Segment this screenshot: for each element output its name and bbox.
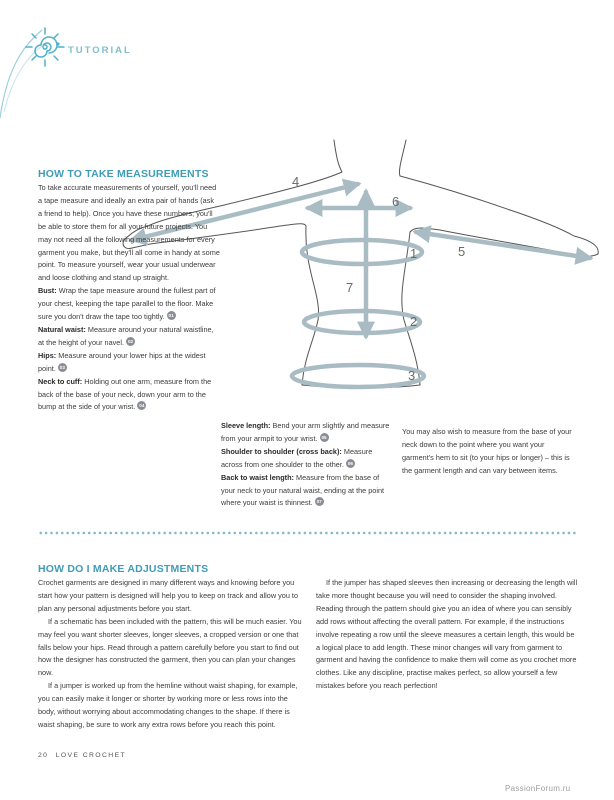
measurements-column-2 <box>221 420 391 510</box>
badge-06: 06 <box>347 460 353 466</box>
item-neck-to-cuff: Neck to cuff: Holding out one arm, measure from the back of the base of your neck, down your arm to the bump at the side of your wrist. 04 <box>38 376 212 412</box>
adjustments-column-1 <box>38 577 306 732</box>
label-7: 7 <box>346 280 354 295</box>
badge-05: 05 <box>321 434 327 440</box>
label-1: 1 <box>410 246 418 261</box>
item-cross-back: Shoulder to shoulder (cross back): Measure across from one shoulder to the other. 06 <box>221 446 373 469</box>
item-bust: Bust: Wrap the tape measure around the fullest part of your chest, keeping the tape parallel to the floor. Make sure you don't draw the tape too tightly. 01 <box>38 286 216 322</box>
watermark: PassionForum.ru <box>505 784 571 793</box>
measurements-column-1 <box>38 182 220 414</box>
intro-paragraph: To take accurate measurements of yourself, you'll need a tape measure and ideally an extra pair of hands (ask a friend to help). Once you have these numbers, you'll be able to store them for all your future projects. You may not need all the following measurements for every garment you make, but they'll all come in handy at some point. To measure yourself, wear your usual underwear and loose clothing and stand up straight. <box>38 183 220 283</box>
adjustments-p2: If a schematic has been included with the pattern, this will be much easier. You may feel you want shorter sleeves, longer sleeves, a cropped version or one that falls below your hips. Read through a pattern carefully before you start to find out how the designer has constructed the garment, then you can plan your changes now. <box>38 616 302 678</box>
waist-ring <box>304 311 420 333</box>
label-6: 6 <box>392 194 400 209</box>
publication-name: LOVE CROCHET <box>55 752 127 759</box>
item-natural-waist: Natural waist: Measure around your natural waistline, at the height of your navel. 02 <box>38 324 214 347</box>
badge-04: 04 <box>139 403 145 409</box>
item-back-to-waist: Back to waist length: Measure from the base of your neck to your natural waist, ending at the point where your waist is thinnest. 07 <box>221 472 385 508</box>
adjustments-heading: HOW DO I MAKE ADJUSTMENTS <box>38 563 209 575</box>
measurements-heading: HOW TO TAKE MEASUREMENTS <box>38 168 209 180</box>
adjustments-p3: If a jumper is worked up from the hemline without waist shaping, for example, you can easily make it longer or shorter by working more or less rows into the body, without worrying about accommodating changes to the shape. If there is waist shaping, be sure to work any extra rows before you reach this point. <box>38 681 298 729</box>
bust-ring <box>302 240 422 264</box>
closing-paragraph: You may also wish to measure from the base of your neck down to the point where you want your garment's hem to sit (to your hips or longer) – this is the garment length and can vary between items. <box>402 427 572 475</box>
adjustments-p1: Crochet garments are designed in many different ways and knowing before you start how your pattern is designed will help you to keep on track and allow you to plan any personal adjustments before you start. <box>38 578 298 613</box>
measurements-column-3 <box>402 426 578 478</box>
tutorial-logo-icon <box>0 0 120 120</box>
item-sleeve-length: Sleeve length: Bend your arm slightly and measure from your armpit to your wrist. 05 <box>221 421 390 443</box>
page-number: 20 <box>38 752 49 759</box>
badge-02: 02 <box>127 338 134 344</box>
adjustments-column-2 <box>316 577 578 693</box>
dotted-divider <box>38 531 576 535</box>
item-hips: Hips: Measure around your lower hips at the widest point. 03 <box>38 350 206 373</box>
badge-07: 07 <box>316 499 322 505</box>
label-5: 5 <box>458 244 466 259</box>
adjustments-p4: If the jumper has shaped sleeves then increasing or decreasing the length will take more thought because you will need to consider the shaping involved. Reading through the pattern should give you an idea of where you can sensibly add rows without affecting the overall pattern. For example, if the instructions involve repeating a row until the sleeve measures a certain length, this would be a logical place to add length. These minor changes will vary from garment to garment and having the confidence to make them will come as you crochet more clothes. Like any discipline, practise makes perfect, so allow yourself a few mistakes before you reach perfection! <box>316 578 578 691</box>
label-3: 3 <box>408 368 416 383</box>
label-4: 4 <box>292 174 300 189</box>
section-label: TUTORIAL <box>68 45 132 56</box>
hips-ring <box>292 365 424 387</box>
label-2: 2 <box>410 314 418 329</box>
sleeve-length-arrow <box>416 232 590 258</box>
badge-01: 01 <box>168 313 174 319</box>
badge-03: 03 <box>59 364 65 370</box>
page-footer <box>38 752 126 759</box>
